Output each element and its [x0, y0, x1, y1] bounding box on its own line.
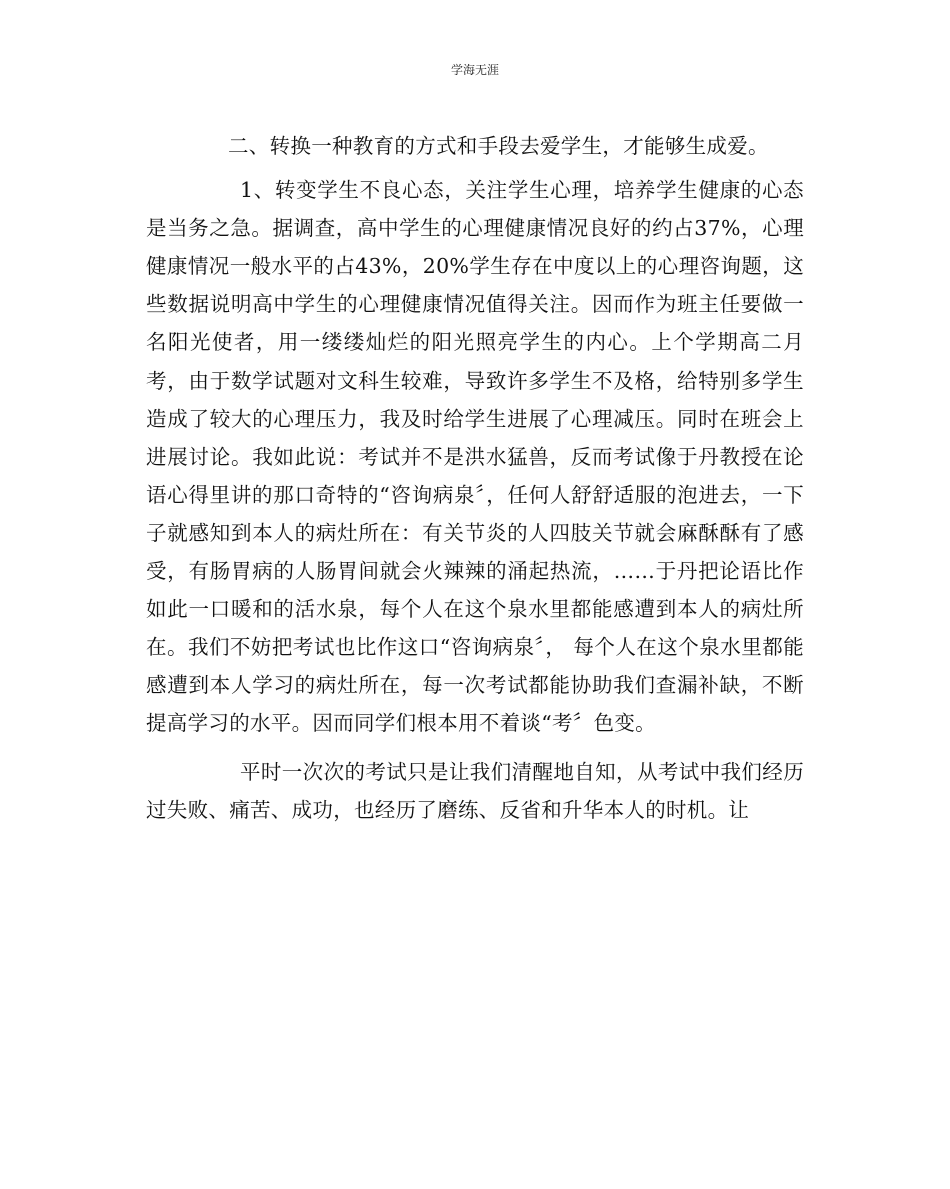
body-paragraph: 1、转变学生不良心态，关注学生心理，培养学生健康的心态是当务之急。据调查，高中学生的心理健康情况良好的约占37%，心理健康情况一般水平的占43%，20%学生存在中度以上的心理咨询题，这些数据说明高中学生的心理健康情况值得关注。因而作为班主任要做一名阳光使者，用一缕缕灿烂的阳光照亮学生的内心。上个学期高二月考，由于数学试题对文科生较难，导致许多学生不及格，给特别多学生造成了较大的心理压力，我及时给学生进展了心理减压。同时在班会上进展讨论。我如此说：考试并不是洪水猛兽，反而考试像于丹教授在论语心得里讲的那口奇特的“咨询病泉〞，任何人舒舒适服的泡进去，一下子就感知到本人的病灶所在：有关节炎的人四肢关节就会麻酥酥有了感受，有肠胃病的人肠胃间就会火辣辣的涌起热流，……于丹把论语比作如此一口暖和的活水泉，每个人在这个泉水里都能感遭到本人的病灶所在。我们不妨把考试也比作这口“咨询病泉〞， 每个人在这个泉水里都能感遭到本人学习的病灶所在，每一次考试都能协助我们查漏补缺，不断提高学习的水平。因而同学们根本用不着谈“考〞色变。 — [146, 178, 804, 736]
body-paragraph: 平时一次次的考试只是让我们清醒地自知，从考试中我们经历过失败、痛苦、成功，也经历了磨练、反省和升华本人的时机。让 — [146, 759, 804, 822]
document-body — [146, 127, 804, 829]
page-header: 学海无涯 — [450, 63, 499, 77]
section-heading: 二、转换一种教育的方式和手段去爱学生，才能够生成爱。 — [228, 134, 769, 158]
